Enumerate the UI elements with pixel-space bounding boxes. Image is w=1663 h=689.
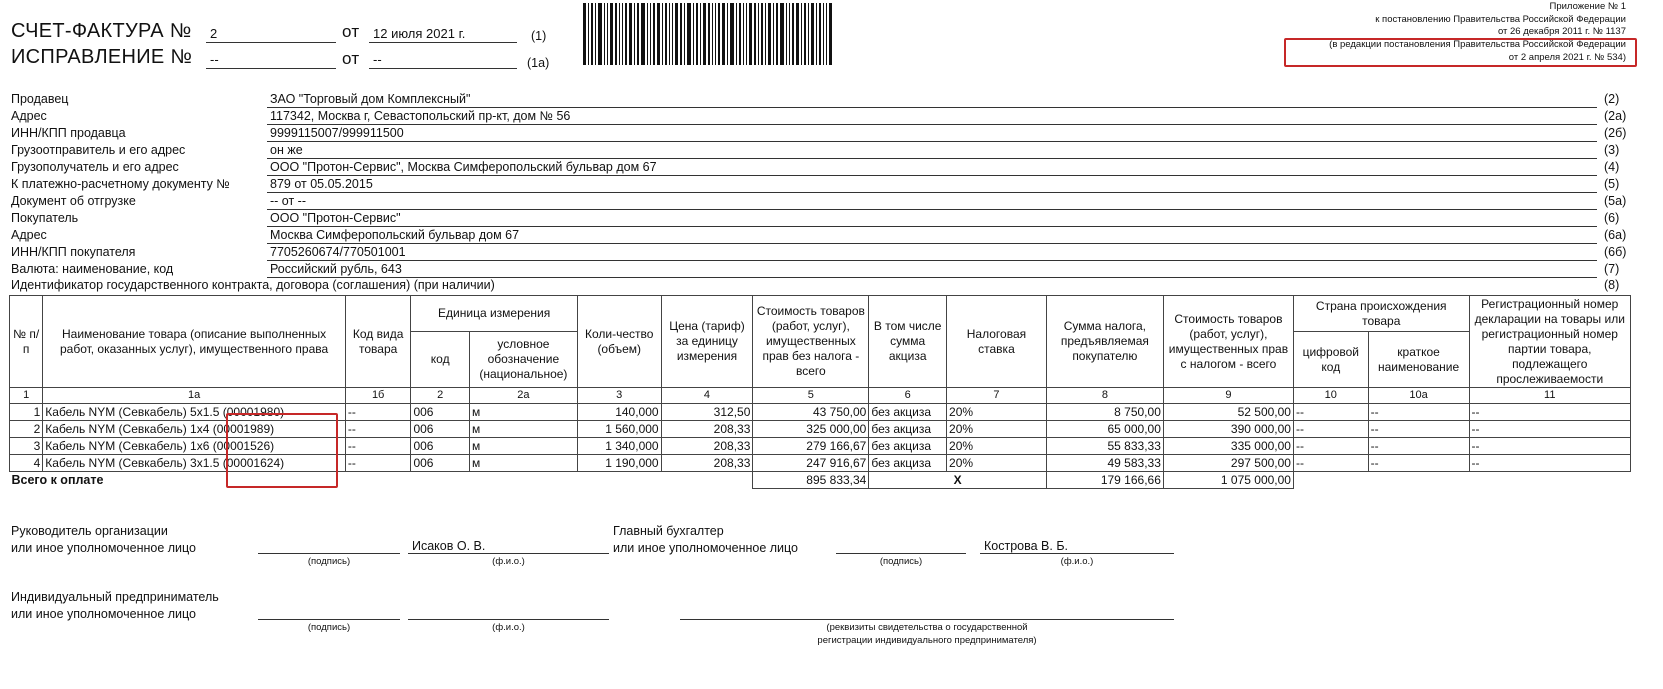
cell-n: 3 (10, 438, 43, 455)
total-cost: 895 833,34 (753, 472, 869, 489)
column-number: 11 (1469, 388, 1631, 404)
cell-ccode: -- (1293, 438, 1368, 455)
total-label: Всего к оплате (10, 472, 753, 489)
cell-cost: 247 916,67 (753, 455, 869, 472)
cell-uname: м (469, 421, 577, 438)
column-number: 9 (1163, 388, 1293, 404)
accountant-fio-caption: (ф.и.о.) (1060, 556, 1094, 567)
cell-tax: 49 583,33 (1046, 455, 1163, 472)
requisite-value: он же (267, 142, 1597, 159)
total-sum: 1 075 000,00 (1163, 472, 1293, 489)
th-rate: Налоговая ставка (947, 296, 1047, 388)
column-number: 5 (753, 388, 869, 404)
cell-ccode: -- (1293, 455, 1368, 472)
correction-date: -- (369, 49, 517, 69)
cell-n: 2 (10, 421, 43, 438)
correction-number: -- (206, 49, 336, 69)
cell-n: 1 (10, 404, 43, 421)
cell-total: 335 000,00 (1163, 438, 1293, 455)
cell-tax: 8 750,00 (1046, 404, 1163, 421)
cell-cname: -- (1368, 421, 1469, 438)
requisite-label: Адрес (11, 228, 47, 242)
ot-label: от (342, 22, 360, 41)
cell-excise: без акциза (869, 438, 947, 455)
correction-title: ИСПРАВЛЕНИЕ № (11, 46, 193, 68)
requisite-code: (5) (1604, 177, 1620, 191)
appendix-note: Приложение № 1 к постановлению Правительства Российской Федерации от 26 декабря 2011 г. № 1137 (1375, 1, 1626, 37)
cell-ucode: 006 (411, 404, 470, 421)
head-signature-line (258, 535, 400, 554)
cell-excise: без акциза (869, 421, 947, 438)
cell-uname: м (469, 438, 577, 455)
requisite-code: (2б) (1604, 126, 1627, 140)
requisite-label: ИНН/КПП покупателя (11, 245, 136, 259)
entrepreneur-fio-caption: (ф.и.о.) (492, 622, 525, 633)
code-1: (1) (531, 29, 547, 43)
cell-rate: 20% (947, 438, 1047, 455)
requisite-value: 117342, Москва г, Севастопольский пр-кт, дом № 56 (267, 108, 1597, 125)
cell-price: 208,33 (661, 421, 753, 438)
cell-price: 208,33 (661, 455, 753, 472)
cell-rate: 20% (947, 421, 1047, 438)
requisite-value: 7705260674/770501001 (267, 244, 1597, 261)
requisite-label: Валюта: наименование, код (11, 262, 174, 276)
cell-excise: без акциза (869, 455, 947, 472)
requisite-value: 9999115007/999911500 (267, 125, 1597, 142)
requisite-label: Документ об отгрузке (11, 194, 136, 208)
ot-label-2: от (342, 49, 360, 68)
cell-name: Кабель NYM (Севкабель) 3х1.5 (00001624) (43, 455, 346, 472)
requisite-code: (7) (1604, 262, 1620, 276)
cell-tax: 65 000,00 (1046, 421, 1163, 438)
cell-cost: 279 166,67 (753, 438, 869, 455)
contract-label: Идентификатор государственного контракта, договора (соглашения) (при наличии) (11, 278, 495, 292)
th-country-code: цифровой код (1293, 332, 1368, 388)
head-name: Исаков О. В. (408, 535, 609, 554)
requisite-label: Продавец (11, 92, 69, 106)
cell-reg: -- (1469, 438, 1631, 455)
requisite-value: ООО "Протон-Сервис" (267, 210, 1597, 227)
cell-ccode: -- (1293, 421, 1368, 438)
cell-kind: -- (345, 404, 411, 421)
invoice-date: 12 июля 2021 г. (369, 23, 517, 43)
requisite-label: Грузоотправитель и его адрес (11, 143, 186, 157)
column-number: 1б (345, 388, 411, 404)
column-number: 2а (469, 388, 577, 404)
column-number: 8 (1046, 388, 1163, 404)
requisite-code: (2а) (1604, 109, 1627, 123)
th-kind: Код вида товара (345, 296, 411, 388)
head-sign-caption: (подпись) (307, 556, 351, 567)
th-cost: Стоимость товаров (работ, услуг), имущественных прав без налога - всего (753, 296, 869, 388)
requisite-code: (6а) (1604, 228, 1627, 242)
cell-total: 390 000,00 (1163, 421, 1293, 438)
column-number: 1 (10, 388, 43, 404)
requisite-code: (6) (1604, 211, 1620, 225)
requisite-label: К платежно-расчетному документу № (11, 177, 230, 191)
cell-excise: без акциза (869, 404, 947, 421)
column-number: 1а (43, 388, 346, 404)
column-number: 10а (1368, 388, 1469, 404)
entrepreneur-label: Индивидуальный предприниматель или иное уполномоченное лицо (11, 590, 219, 621)
th-name: Наименование товара (описание выполненных работ, оказанных услуг), имущественного права (43, 296, 346, 388)
cell-qty: 1 560,000 (577, 421, 661, 438)
requisite-code: (4) (1604, 160, 1620, 174)
accountant-signature-line (836, 535, 966, 554)
th-num: № п/п (10, 296, 43, 388)
requisite-label: Адрес (11, 109, 47, 123)
entrepreneur-certificate-line (680, 601, 1174, 620)
accountant-label: Главный бухгалтер или иное уполномоченное лицо (613, 524, 799, 555)
entrepreneur-certificate-caption: (реквизиты свидетельства о государственной регистрации индивидуального предпринимателя) (817, 622, 1037, 646)
column-number: 4 (661, 388, 753, 404)
cell-reg: -- (1469, 404, 1631, 421)
requisite-code: (5а) (1604, 194, 1627, 208)
revision-highlight-box (1284, 38, 1637, 67)
cell-n: 4 (10, 455, 43, 472)
appendix-revision: (в редакции постановления Правительства Российской Федерации от 2 апреля 2021 г. № 534) (1329, 39, 1626, 63)
cell-cname: -- (1368, 438, 1469, 455)
cell-ccode: -- (1293, 404, 1368, 421)
column-number: 3 (577, 388, 661, 404)
column-number: 10 (1293, 388, 1368, 404)
requisite-value: Российский рубль, 643 (267, 261, 1597, 278)
cell-uname: м (469, 404, 577, 421)
cell-total: 297 500,00 (1163, 455, 1293, 472)
requisite-value: ЗАО "Торговый дом Комплексный" (267, 91, 1597, 108)
th-country-name: краткое наименование (1368, 332, 1469, 388)
code-1a: (1а) (527, 56, 550, 70)
cell-name: Кабель NYM (Севкабель) 1х4 (00001989) (43, 421, 346, 438)
th-unit: Единица измерения (411, 296, 577, 332)
requisite-value: -- от -- (267, 193, 1597, 210)
th-unit-name: условное обозначение (национальное) (469, 332, 577, 388)
column-number: 7 (947, 388, 1047, 404)
cell-cname: -- (1368, 404, 1469, 421)
requisite-label: Покупатель (11, 211, 79, 225)
requisite-value: 879 от 05.05.2015 (267, 176, 1597, 193)
column-numbers-row (10, 388, 1631, 404)
cell-price: 208,33 (661, 438, 753, 455)
cell-qty: 1 190,000 (577, 455, 661, 472)
invoice-number: 2 (206, 23, 336, 43)
cell-reg: -- (1469, 421, 1631, 438)
cell-rate: 20% (947, 404, 1047, 421)
cell-name: Кабель NYM (Севкабель) 1х6 (00001526) (43, 438, 346, 455)
accountant-sign-caption: (подпись) (879, 556, 923, 567)
cell-price: 312,50 (661, 404, 753, 421)
column-number: 2 (411, 388, 470, 404)
th-excise: В том числе сумма акциза (869, 296, 947, 388)
head-label: Руководитель организации или иное уполномоченное лицо (11, 524, 197, 555)
total-x-mark: X (869, 472, 1047, 489)
requisite-code: (3) (1604, 143, 1620, 157)
entrepreneur-signature-line (258, 601, 400, 620)
cell-total: 52 500,00 (1163, 404, 1293, 421)
cell-kind: -- (345, 455, 411, 472)
cell-qty: 140,000 (577, 404, 661, 421)
cell-tax: 55 833,33 (1046, 438, 1163, 455)
total-tax: 179 166,66 (1046, 472, 1163, 489)
requisite-label: ИНН/КПП продавца (11, 126, 126, 140)
barcode-image (583, 3, 918, 65)
contract-code: (8) (1604, 278, 1620, 292)
cell-reg: -- (1469, 455, 1631, 472)
requisite-value: ООО "Протон-Сервис", Москва Симферопольский бульвар дом 67 (267, 159, 1597, 176)
cell-name: Кабель NYM (Севкабель) 5х1.5 (00001980) (43, 404, 346, 421)
cell-rate: 20% (947, 455, 1047, 472)
head-fio-caption: (ф.и.о.) (492, 556, 525, 567)
cell-uname: м (469, 455, 577, 472)
cell-kind: -- (345, 421, 411, 438)
requisite-label: Грузополучатель и его адрес (11, 160, 179, 174)
cell-cost: 43 750,00 (753, 404, 869, 421)
entrepreneur-name-line (408, 601, 609, 620)
cell-cost: 325 000,00 (753, 421, 869, 438)
th-reg: Регистрационный номер декларации на товары или регистрационный номер партии товара, подлежащего прослеживаемости (1469, 296, 1631, 388)
accountant-name: Кострова В. Б. (980, 535, 1174, 554)
requisite-value: Москва Симферопольский бульвар дом 67 (267, 227, 1597, 244)
th-country: Страна происхождения товара (1293, 296, 1469, 332)
cell-ucode: 006 (411, 438, 470, 455)
cell-kind: -- (345, 438, 411, 455)
th-total: Стоимость товаров (работ, услуг), имущественных прав с налогом - всего (1163, 296, 1293, 388)
entrepreneur-sign-caption: (подпись) (307, 622, 351, 633)
cell-ucode: 006 (411, 421, 470, 438)
cell-qty: 1 340,000 (577, 438, 661, 455)
cell-cname: -- (1368, 455, 1469, 472)
requisite-code: (6б) (1604, 245, 1627, 259)
th-tax: Сумма налога, предъявляемая покупателю (1046, 296, 1163, 388)
requisite-code: (2) (1604, 92, 1620, 106)
th-unit-code: код (411, 332, 470, 388)
th-qty: Коли-чество (объем) (577, 296, 661, 388)
item-code-highlight-box (226, 413, 338, 488)
column-number: 6 (869, 388, 947, 404)
cell-ucode: 006 (411, 455, 470, 472)
invoice-title: СЧЕТ-ФАКТУРА № (11, 20, 192, 42)
th-price: Цена (тариф) за единицу измерения (661, 296, 753, 388)
